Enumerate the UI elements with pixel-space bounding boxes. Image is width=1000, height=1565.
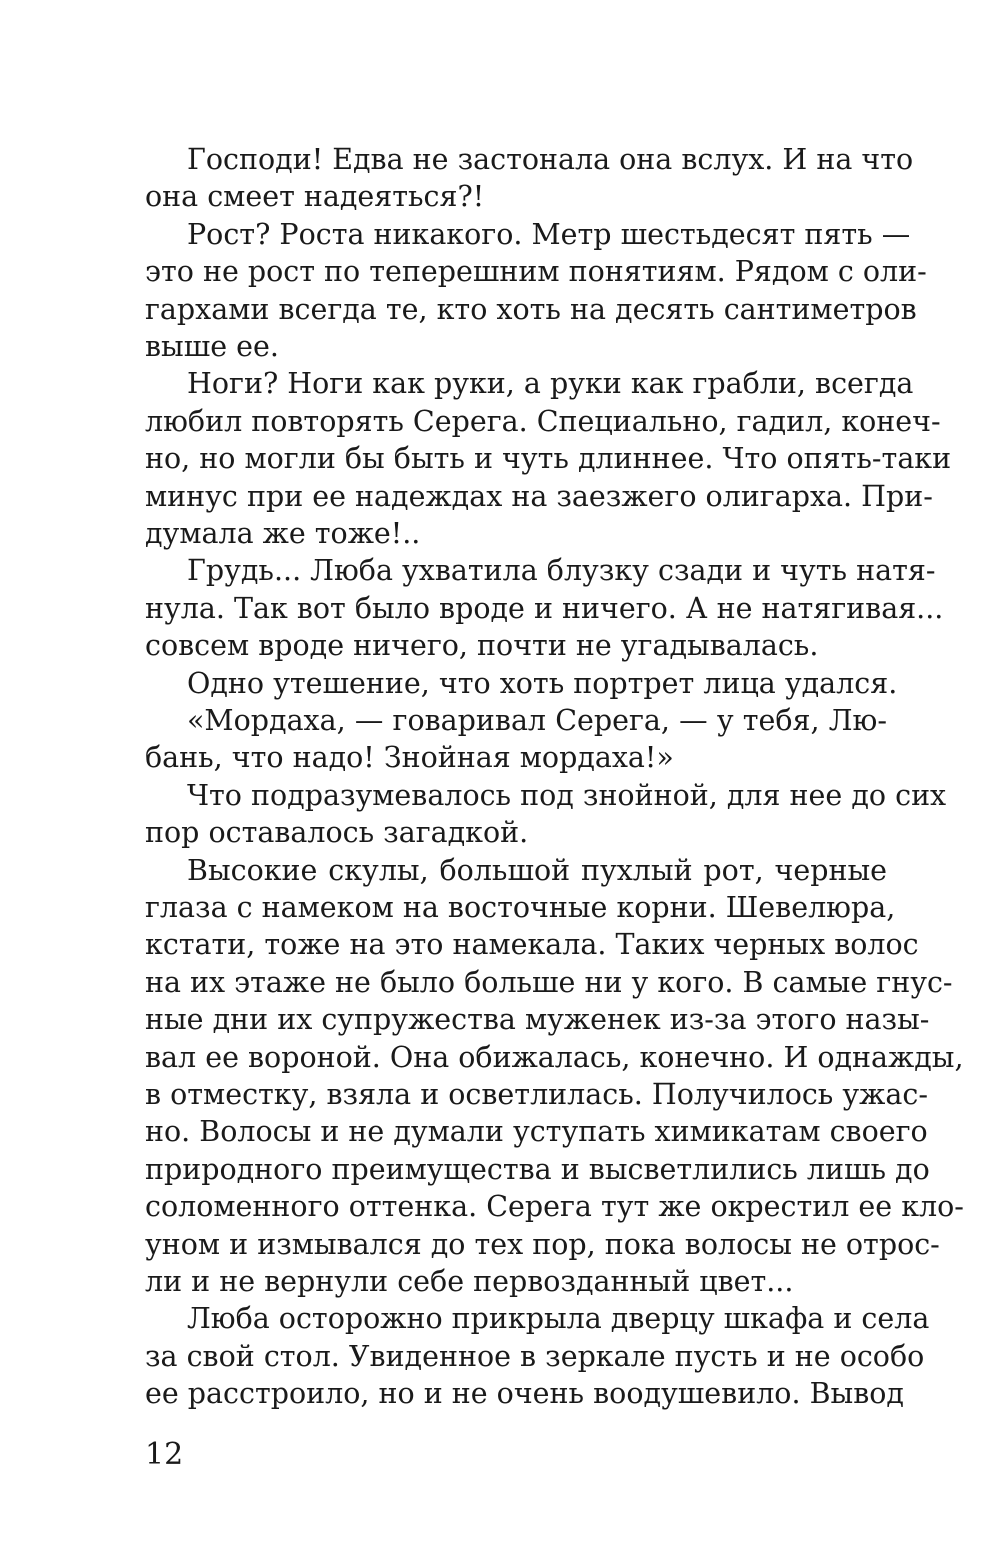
- text-line: ные дни их супружества муженек из-за этого назы-: [145, 1003, 930, 1037]
- text-line: вал ее вороной. Она обижалась, конечно. И однажды,: [145, 1040, 964, 1074]
- text-line: думала же тоже!..: [145, 517, 421, 550]
- text-line: Ноги? Ноги как руки, а руки как грабли, всегда: [187, 367, 914, 401]
- text-line: гархами всегда те, кто хоть на десять сантиметров: [145, 292, 917, 326]
- page-number: 12: [145, 1437, 184, 1472]
- text-line: бань, что надо! Знойная мордаха!»: [145, 741, 674, 775]
- text-line: на их этаже не было больше ни у кого. В самые гнус-: [145, 965, 953, 999]
- text-line: Господи! Едва не застонала она вслух. И на что: [187, 143, 914, 176]
- text-line: «Мордаха, — говаривал Серега, — у тебя, Лю-: [187, 704, 887, 737]
- text-line: это не рост по теперешним понятиям. Рядом с оли-: [145, 255, 927, 289]
- text-line: совсем вроде ничего, почти не угадывалась.: [145, 629, 819, 663]
- text-line: Рост? Роста никакого. Метр шестьдесят пять —: [187, 217, 911, 251]
- text-line: нула. Так вот было вроде и ничего. А не натягивая...: [145, 591, 944, 625]
- text-line: кстати, тоже на это намекала. Таких черных волос: [145, 928, 919, 962]
- text-line: в отместку, взяла и осветлилась. Получилось ужас-: [145, 1078, 928, 1111]
- text-line: пор оставалось загадкой.: [145, 816, 529, 850]
- text-line: Грудь... Люба ухватила блузку сзади и чуть натя-: [187, 554, 936, 588]
- text-line: природного преимущества и высветлились лишь до: [145, 1152, 930, 1186]
- text-line: ли и не вернули себе первозданный цвет...: [145, 1265, 794, 1298]
- text-line: минус при ее надеждах на заезжего олигарха. При-: [145, 479, 933, 513]
- text-line: выше ее.: [145, 330, 279, 363]
- text-line: глаза с намеком на восточные корни. Шевелюра,: [145, 891, 896, 924]
- text-line: любил повторять Серега. Специально, гадил, конеч-: [145, 404, 941, 438]
- text-line: Люба осторожно прикрыла дверцу шкафа и села: [187, 1302, 930, 1336]
- text-line: соломенного оттенка. Серега тут же окрестил ее кло-: [145, 1190, 964, 1224]
- text-line: уном и измывался до тех пор, пока волосы не отрос-: [145, 1227, 940, 1261]
- text-line: Одно утешение, что хоть портрет лица удался.: [187, 666, 898, 700]
- text-line: но, но могли бы быть и чуть длиннее. Что опять-таки: [145, 442, 952, 476]
- text-line: ее расстроило, но и не очень воодушевило. Вывод: [145, 1377, 904, 1411]
- text-line: она смеет надеяться?!: [145, 180, 485, 214]
- text-line: за свой стол. Увиденное в зеркале пусть и не особо: [145, 1339, 925, 1373]
- text-line: но. Волосы и не думали уступать химикатам своего: [145, 1115, 928, 1149]
- text-line: Высокие скулы, большой пухлый рот, черные: [187, 853, 887, 887]
- text-line: Что подразумевалось под знойной, для нее до сих: [187, 778, 947, 812]
